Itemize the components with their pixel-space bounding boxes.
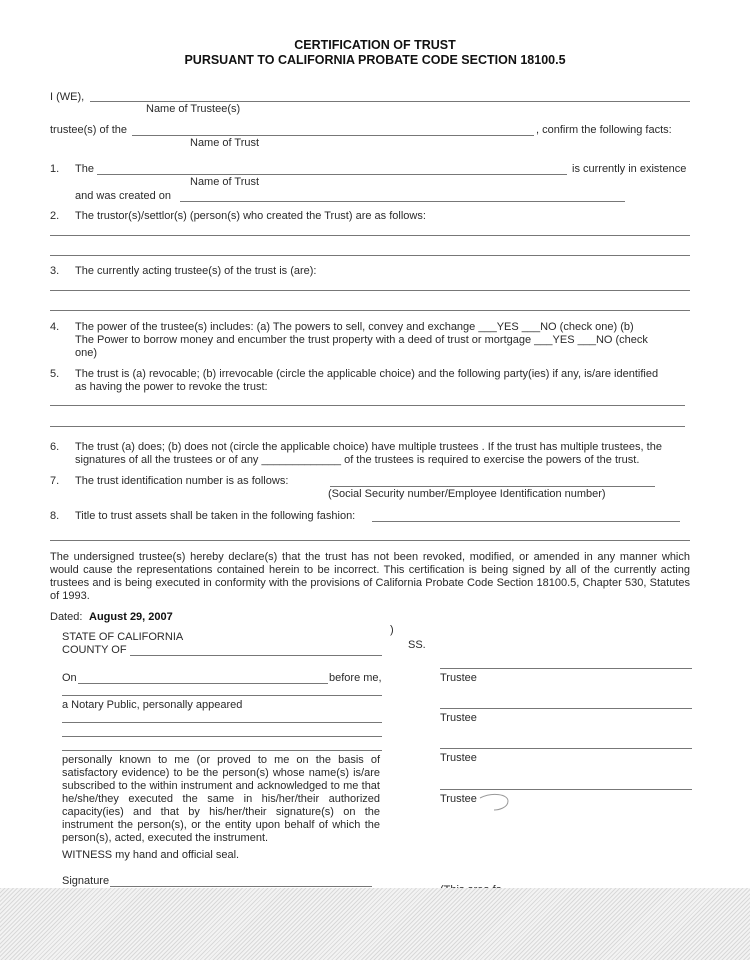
trustee-signature-line[interactable] [440, 708, 692, 709]
item4-line1: The power of the trustee(s) includes: (a) The powers to sell, convey and exchange ___YES ___NO (check one) (b) [75, 321, 634, 333]
item5-line[interactable] [50, 405, 685, 406]
item8-line[interactable] [50, 540, 690, 541]
item1-created-label: and was created on [75, 190, 172, 202]
trustee-signature-line[interactable] [440, 668, 692, 669]
item3-text: The currently acting trustee(s) of the trust is (are): [75, 265, 317, 277]
county-line[interactable] [130, 655, 382, 656]
name-of-trustee-caption: Name of Trustee(s) [146, 103, 241, 115]
item7-text: The trust identification number is as follows: [75, 475, 289, 487]
appeared-label: a Notary Public, personally appeared [62, 699, 243, 711]
confirm-label: , confirm the following facts: [536, 124, 672, 136]
item5-line[interactable] [50, 426, 685, 427]
item-number: 4. [50, 321, 60, 333]
before-me-label: before me, [329, 672, 382, 684]
trust-id-line[interactable] [330, 486, 655, 487]
item7-caption: (Social Security number/Employee Identification number) [328, 488, 606, 500]
on-date-line[interactable] [78, 683, 328, 684]
county-label: COUNTY OF [62, 644, 127, 656]
item1-the: The [75, 163, 94, 175]
trustees-of-label: trustee(s) of the [50, 124, 128, 136]
notary-line[interactable] [62, 695, 382, 696]
item3-line[interactable] [50, 310, 690, 311]
appeared-line[interactable] [62, 722, 382, 723]
appeared-line[interactable] [62, 736, 382, 737]
trustee-label: Trustee [440, 672, 477, 684]
appeared-line[interactable] [62, 750, 382, 751]
notary-body-paragraph: personally known to me (or proved to me on the basis of satisfactory evidence) to be the person(s) whose name(s) is/are subscribed to the within instrument and acknowledged to me that he/she/they executed the same in his/her/their authorized capacity(ies) and that by his/her/their signature(s) on the instrument the person(s), or the entity upon behalf of which the person(s), acted, executed the instrument. [62, 754, 380, 844]
item-number: 8. [50, 510, 60, 522]
item1-created-line[interactable] [180, 201, 625, 202]
item-number: 3. [50, 265, 60, 277]
item2-text: The trustor(s)/settlor(s) (person(s) who created the Trust) are as follows: [75, 210, 426, 222]
paren-mark: ) [390, 624, 394, 636]
item1-trust-name-line[interactable] [97, 174, 567, 175]
item1-existence: is currently in existence [572, 163, 687, 175]
dated-value: August 29, 2007 [89, 611, 173, 623]
name-of-trust-caption: Name of Trust [190, 137, 260, 149]
scan-artifact-band [0, 888, 750, 960]
item2-line[interactable] [50, 235, 690, 236]
trustee-label: Trustee [440, 752, 477, 764]
item5-line2: as having the power to revoke the trust: [75, 381, 268, 393]
witness-text: WITNESS my hand and official seal. [62, 849, 240, 861]
item-number: 5. [50, 368, 60, 380]
item2-line[interactable] [50, 255, 690, 256]
item4-line2: The Power to borrow money and encumber the trust property with a deed of trust or mortgage ___YES ___NO (check [75, 334, 648, 346]
item5-line1: The trust is (a) revocable; (b) irrevocable (circle the applicable choice) and the following party(ies) if any, is/are identified [75, 368, 659, 380]
trustee-label: Trustee [440, 712, 477, 724]
item6-line2: signatures of all the trustees or of any _____________ of the trustees is required to exercise the powers of the trust. [75, 454, 640, 466]
declaration-paragraph: The undersigned trustee(s) hereby declare(s) that the trust has not been revoked, modified, or amended in any manner which would cause the representations contained herein to be incorrect. This certification is being signed by all of the currently acting trustees and is being executed in conformity with the provisions of California Probate Code Section 18100.5, Chapter 530, Statutes of 1993. [50, 551, 690, 602]
item1-name-caption: Name of Trust [190, 176, 260, 188]
item-number: 2. [50, 210, 60, 222]
item8-text: Title to trust assets shall be taken in the following fashion: [75, 510, 356, 522]
trustee-label: Trustee [440, 793, 477, 805]
item-number: 6. [50, 441, 60, 453]
trustee-signature-line[interactable] [440, 748, 692, 749]
item6-line1: The trust (a) does; (b) does not (circle the applicable choice) have multiple trustees . If the trust has multiple trustees, the [75, 441, 662, 453]
item3-line[interactable] [50, 290, 690, 291]
pen-mark-icon [478, 790, 514, 812]
item-number: 7. [50, 475, 60, 487]
document-subtitle: PURSUANT TO CALIFORNIA PROBATE CODE SECTION 18100.5 [184, 53, 566, 67]
state-label: STATE OF CALIFORNIA [62, 631, 184, 643]
ss-label: SS. [408, 639, 426, 651]
signature-label: Signature [62, 875, 110, 887]
trust-name-line[interactable] [132, 135, 534, 136]
item4-line3: one) [75, 347, 98, 359]
item-number: 1. [50, 163, 60, 175]
item8-line[interactable] [372, 521, 680, 522]
on-label: On [62, 672, 77, 684]
dated-label: Dated: [50, 611, 83, 623]
trustee-name-line[interactable] [90, 101, 690, 102]
i-we-label: I (WE), [50, 91, 85, 103]
document-title: CERTIFICATION OF TRUST [294, 38, 456, 52]
